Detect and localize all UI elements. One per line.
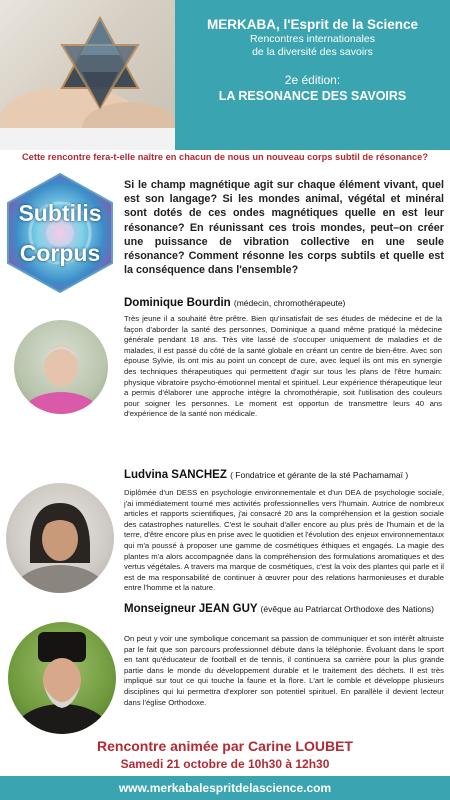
speaker-heading — [124, 603, 434, 615]
portrait-illustration — [8, 622, 116, 734]
portrait-illustration — [6, 483, 114, 593]
speaker-bio: Diplômée d'un DESS en psychologie environnementale et d'un DEA de psychologie sociale, j'ai immédiatement tourné mes activités professionnelles vers l'humain. Autrice de nombreux articles et rapports scientifiques, j'ai consacré 20 ans la compréhension et la gestion sociale des catastrophes naturelles. C'est le souhait d'aller encore au plus près de l'humain et de la terre, d'être encore plus en prise avec le quotidien et l'évolution des enjeux environnementaux qui m'a poussé à proposer une gamme de cosmétiques éthiques et engagés. La magie des plantes m'a alors accompagnée dans la compréhension des formulations aromatiques et des vertus végétales. A travers ma marque de cosmétiques, c'est la voix des plantes qui parle et il est de ma responsabilité de continuer à œuvrer pour des relations harmonieuses et durable entre l'homme et la nature. — [124, 488, 444, 593]
logo-text-subtilis: Subtilis — [18, 200, 102, 226]
speaker-role: (médecin, chromothérapeute) — [233, 298, 346, 308]
speaker-role: (évêque au Patriarcat Orthodoxe des Nations) — [260, 604, 434, 614]
header-photo-merkaba-hands — [0, 0, 175, 150]
event-subtitle-line2: de la diversité des savoirs — [252, 46, 373, 58]
event-date: Samedi 21 octobre de 10h30 à 12h30 — [120, 757, 330, 771]
speaker-heading — [124, 469, 408, 481]
subtilis-corpus-hexagon-logo — [6, 172, 114, 294]
speaker-bio: Très jeune il a souhaité être prêtre. Bien qu'insatisfait de ses études de médecine et de la façon d'aborder la santé des personnes, Dominique a quand même pratiqué la médecine générale pendant 18 ans. Très vite lassé de s'occuper uniquement de maladies et de malades, il est passé du côté de la santé globale en créant un centre de bien-être. Avec son épouse Sylvie, ils ont mis au point un concept de cure, avec lequel ils ont mis en synergie des techniques thérapeutiques qui permettent d'agir sur tous les plans de l'être humain: physique vibratoire psycho-émotionnel mental et spirituel. Leur expérience thérapeutique leur a permis d'élaborer une approche intègre la chromothérapie, soit l'utilisation des couleurs pour soigner les personnes. Le moment est opportun de transmettre leurs 40 ans d'expérience de la santé non médicale. — [124, 314, 442, 419]
intro-paragraph: Si le champ magnétique agit sur chaque élément vivant, quel est son langage? Si les mondes animal, végétal et minéral sont dotés de ces ondes magnétiques quelle en est leur résonance? En réunissant ces trois mondes, peut–on créer une puissance de vibration collective en une seule résonance? Comment résonne les corps subtils et quelle est la conséquence dans l'ensemble? — [124, 179, 444, 277]
lead-question: Cette rencontre fera-t-elle naître en chacun de nous un nouveau corps subtil de résonance? — [21, 152, 429, 162]
header-banner — [0, 0, 450, 150]
speaker-name: Dominique Bourdin — [124, 297, 231, 309]
speaker-portrait-jean-guy — [8, 622, 116, 734]
speaker-portrait-dominique — [14, 320, 108, 414]
speaker-portrait-ludvina — [6, 483, 114, 593]
speaker-heading — [124, 297, 345, 309]
event-subtitle-line1: Rencontres internationales — [250, 33, 375, 45]
website-link[interactable]: www.merkabalesprit​delascience.com — [0, 776, 450, 800]
edition-title: LA RESONANCE DES SAVOIRS — [218, 89, 407, 103]
edition-label: 2e édition: — [284, 73, 341, 87]
portrait-illustration — [14, 320, 108, 414]
merkaba-illustration — [0, 0, 175, 150]
speaker-role: ( Fondatrice et gérante de la sté Pachamamaï ) — [230, 470, 409, 480]
speaker-name: Ludvina SANCHEZ — [124, 469, 227, 481]
host-line: Rencontre animée par Carine LOUBET — [97, 738, 353, 754]
event-title: MERKABA, l'Esprit de la Science — [206, 17, 419, 32]
speaker-name: Monseigneur JEAN GUY — [124, 603, 258, 615]
speaker-bio: On peut y voir une symbolique concernant sa passion de communiquer et son intérêt altruiste par le fait que son parcours professionnel débute dans la téléphonie. Évoluant dans le sport en tant qu'éducateur de football et de tennis, il continuera sa carrière pour la plus grande partie dans le monde du développement durable et le traitement des déchets. Il est très impliqué sur tout ce qui touche la faune et la flore. L'art le comble et développe plusieurs disciplines qui lui permettra d'explorer son potentiel spirituel. En parallèle il devient lecteur dans l'église Orthodoxe. — [124, 634, 444, 707]
header-title-panel — [175, 0, 450, 150]
logo-text-corpus: Corpus — [19, 240, 101, 266]
